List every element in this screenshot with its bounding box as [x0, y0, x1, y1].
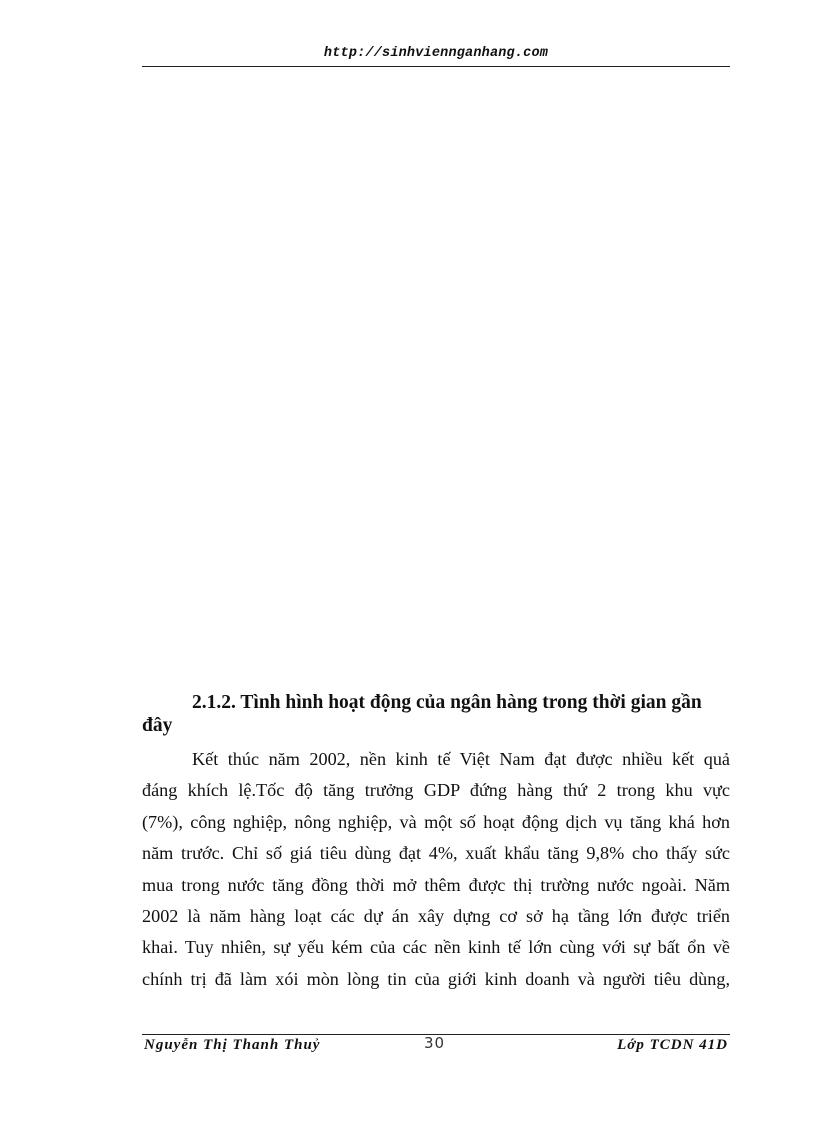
paragraph-line: (7%), công nghiệp, nông nghiệp, và một số hoạt động dịch vụ tăng khá hơn	[142, 811, 730, 832]
paragraph-line: đáng khích lệ.Tốc độ tăng trưởng GDP đứng hàng thứ 2 trong khu vực	[142, 780, 730, 801]
section-heading: 2.1.2. Tình hình hoạt động của ngân hàng trong thời gian gần đây	[142, 692, 702, 736]
paragraph-line: năm trước. Chỉ số giá tiêu dùng đạt 4%, xuất khẩu tăng 9,8% cho thấy sức	[142, 843, 730, 864]
paragraph-line: 2002 là năm hàng loạt các dự án xây dựng cơ sở hạ tầng lớn được triển	[142, 905, 730, 926]
body-paragraph	[142, 744, 730, 995]
footer-class-label: Lớp TCDN 41D	[617, 1037, 728, 1053]
page-number: 30	[424, 1034, 446, 1052]
paragraph-line: Kết thúc năm 2002, nền kinh tế Việt Nam đạt được nhiều kết quả	[192, 749, 730, 769]
header-url: http://sinhviennganhang.com	[323, 46, 549, 61]
paragraph-line: mua trong nước tăng đồng thời mở thêm được thị trường nước ngoài. Năm	[142, 874, 730, 895]
page-footer	[142, 1034, 730, 1059]
paragraph-line: chính trị đã làm xói mòn lòng tin của giới kinh doanh và người tiêu dùng,	[142, 968, 730, 989]
footer-author: Nguyễn Thị Thanh Thuỷ	[144, 1037, 321, 1053]
header-divider	[142, 66, 730, 67]
paragraph-line: khai. Tuy nhiên, sự yếu kém của các nền kinh tế lớn cùng với sự bất ổn về	[142, 937, 730, 958]
